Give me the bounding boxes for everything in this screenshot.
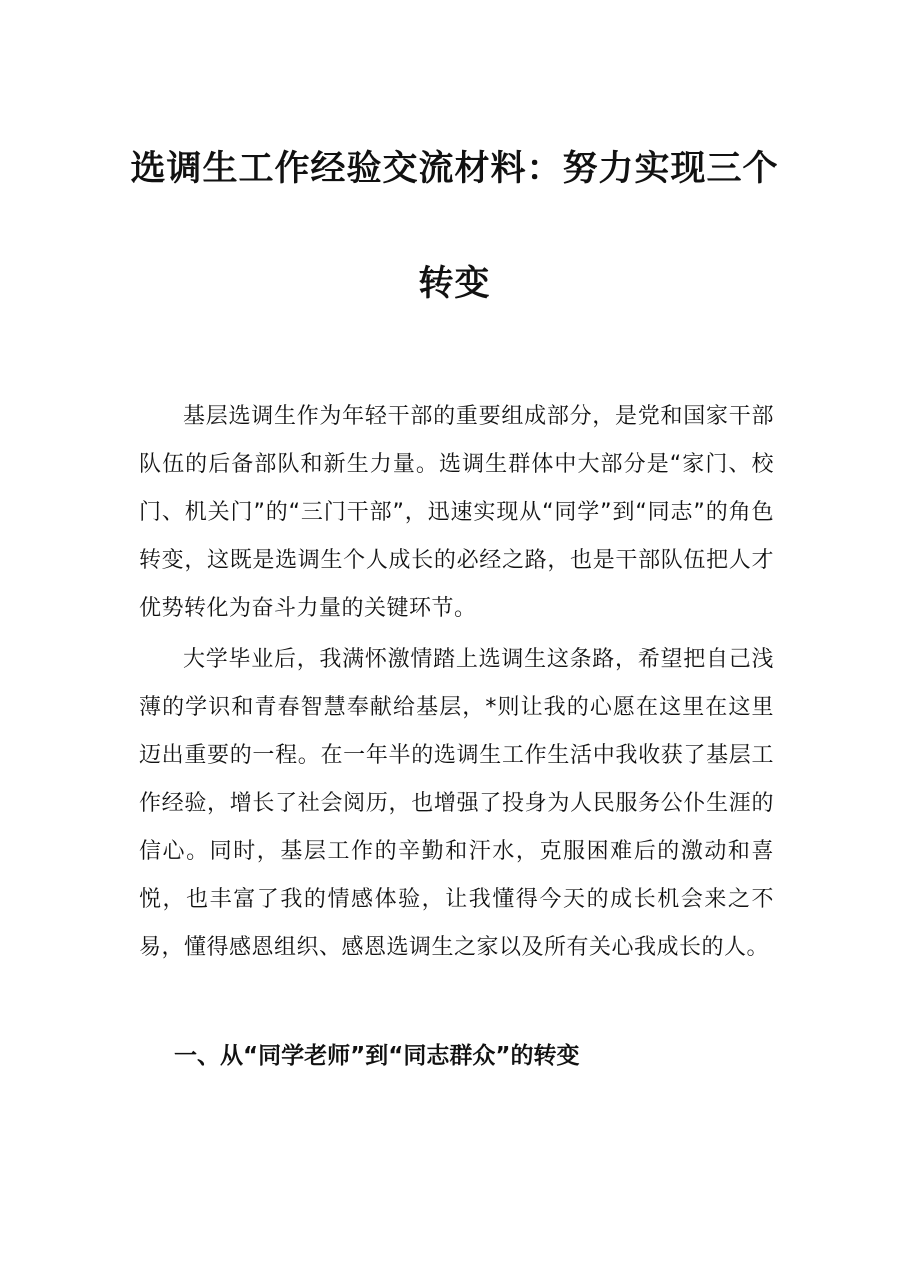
document-title-line-2: 转变 xyxy=(418,264,491,304)
document-title-line-1: 选调生工作经验交流材料：努力实现三个 xyxy=(130,149,779,189)
paragraph-experience: 大学毕业后，我满怀激情踏上选调生这条路，希望把自己浅薄的学识和青春智慧奉献给基层，*则让我的心愿在这里在这里迈出重要的一程。在一年半的选调生工作生活中我收获了基层工作经验，增长了社会阅历，也增强了投身为人民服务公仆生涯的信心。同时，基层工作的辛勤和汗水，克服困难后的激动和喜悦，也丰富了我的情感体验，让我懂得今天的成长机会来之不易，懂得感恩组织、感恩选调生之家以及所有关心我成长的人。 xyxy=(139,647,774,960)
paragraph-intro: 基层选调生作为年轻干部的重要组成部分，是党和国家干部队伍的后备部队和新生力量。选调生群体中大部分是“家门、校门、机关门”的“三门干部”，迅速实现从“同学”到“同志”的角色转变，这既是选调生个人成长的必经之路，也是干部队伍把人才优势转化为奋斗力量的关键环节。 xyxy=(139,404,774,621)
section-heading-1: 一、从“同学老师”到“同志群众”的转变 xyxy=(174,1043,580,1069)
